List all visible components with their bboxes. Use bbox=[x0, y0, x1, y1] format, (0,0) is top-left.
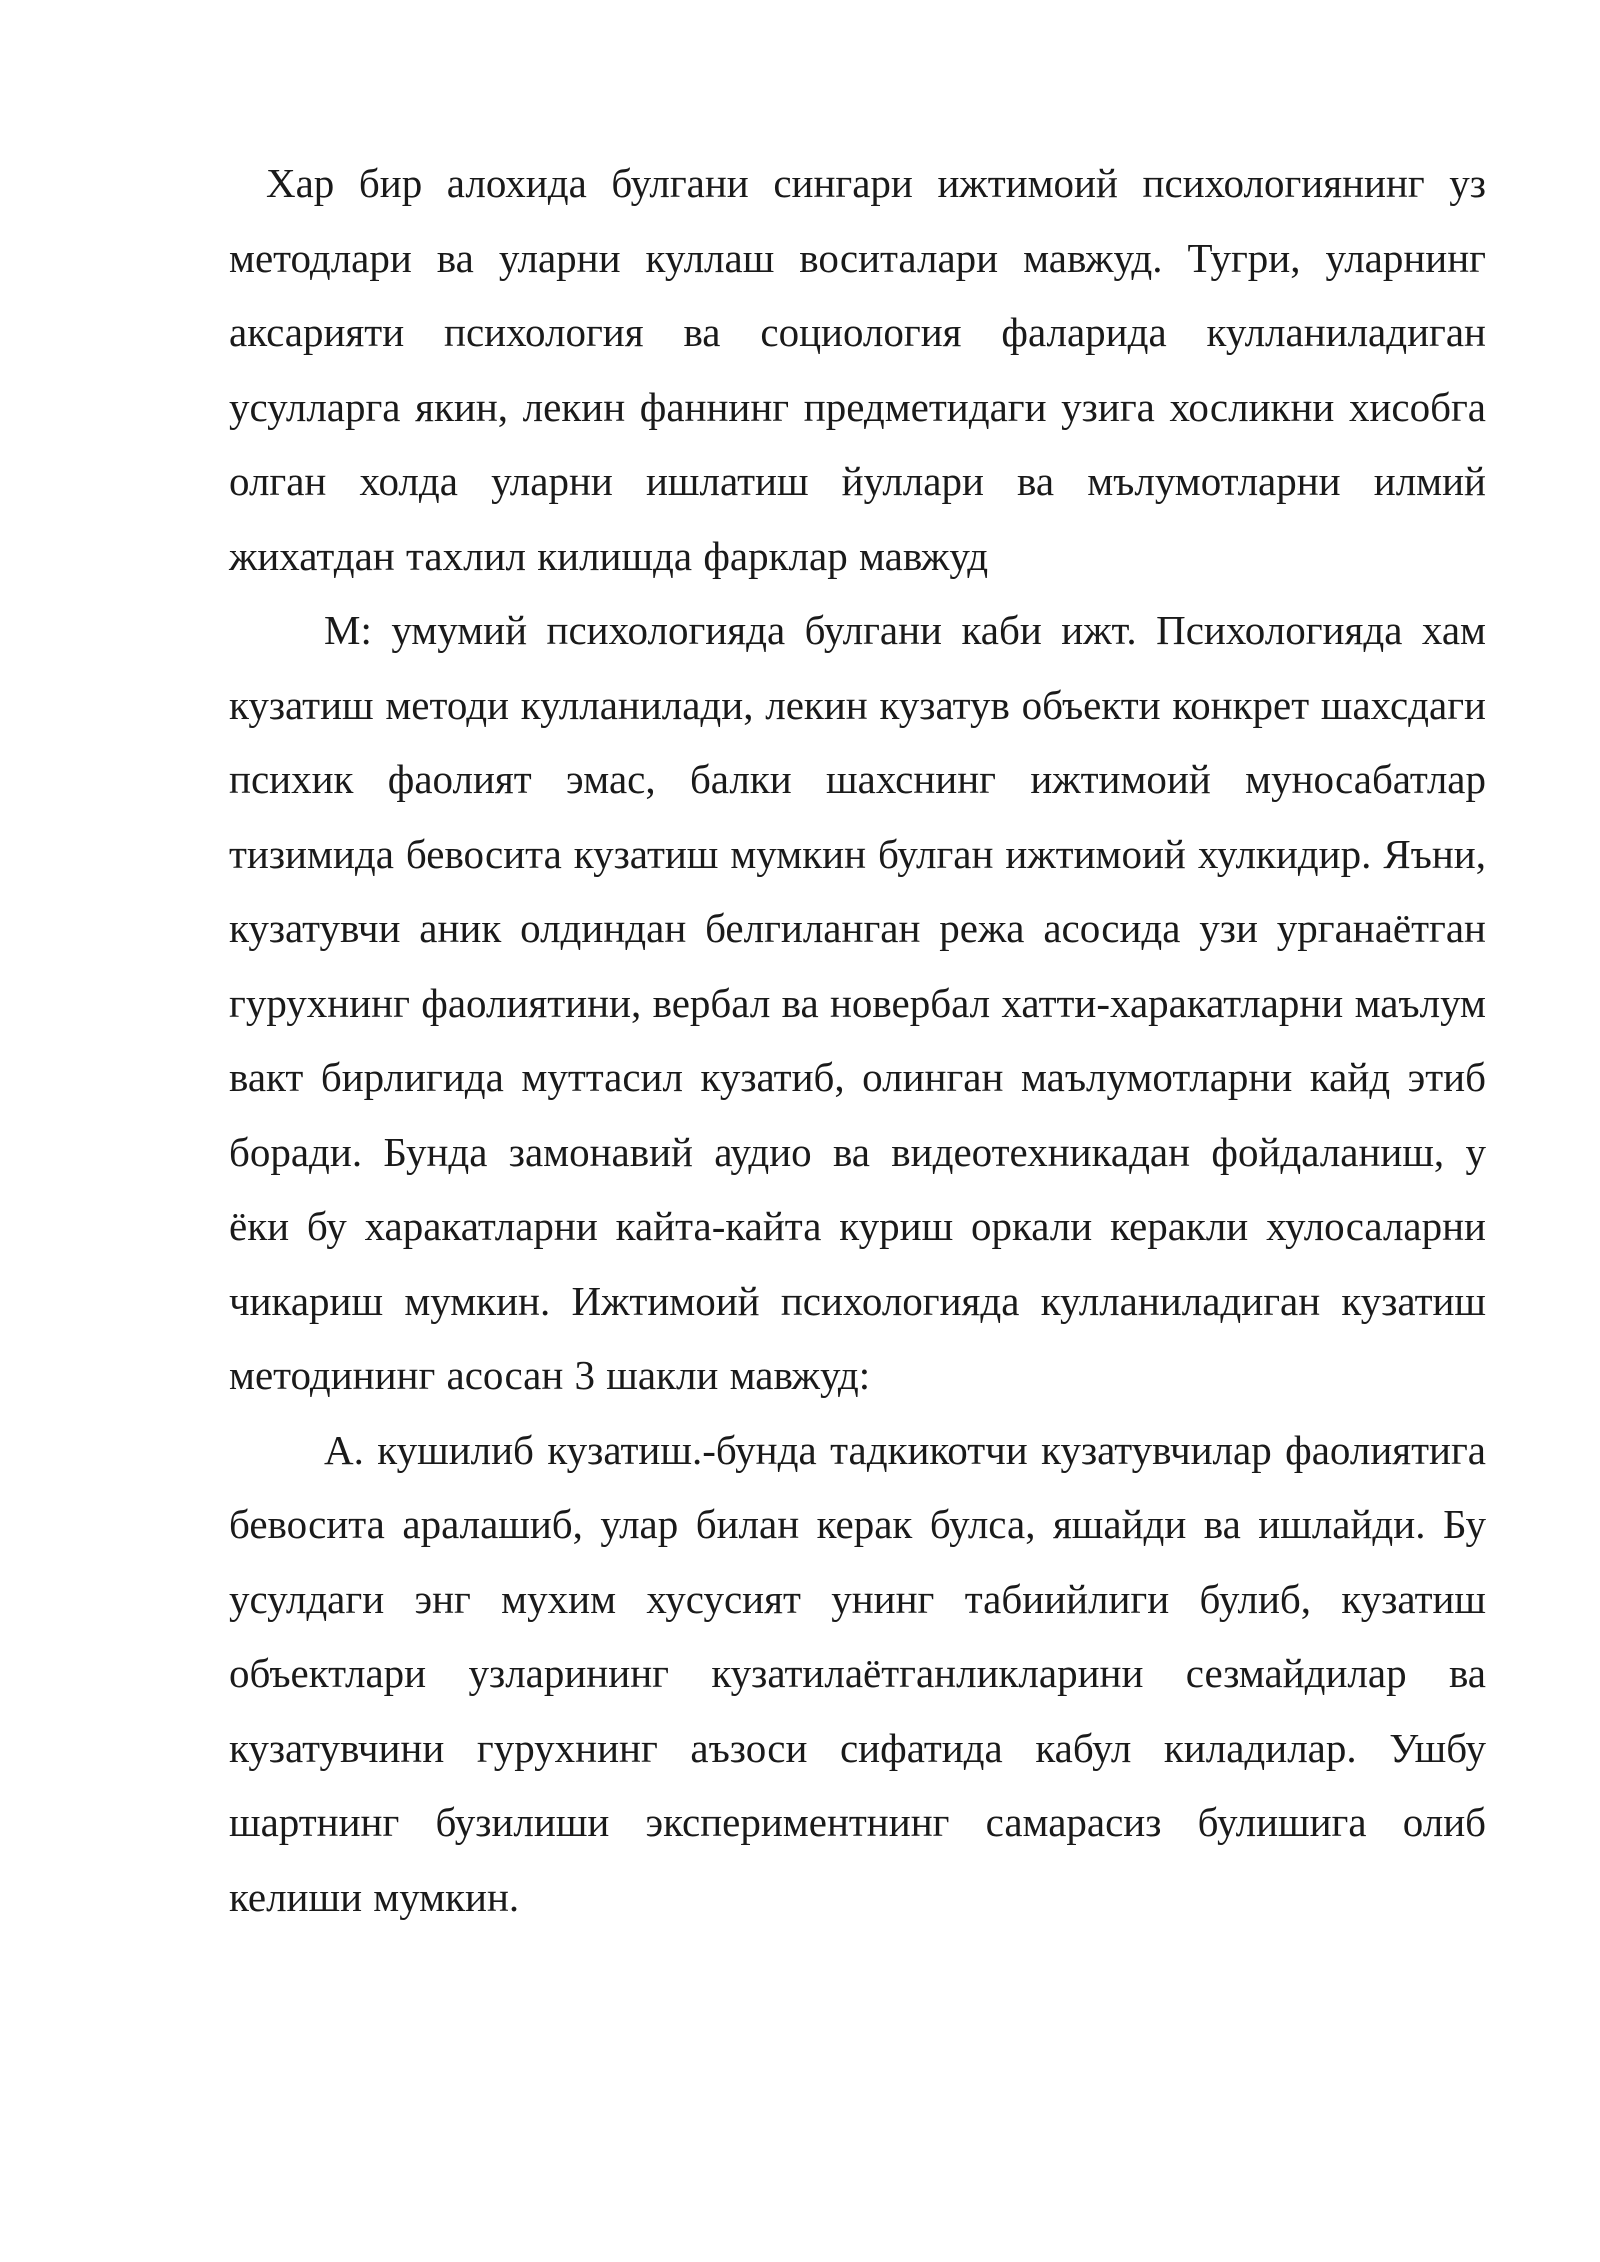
paragraph-1: Хар бир алохида булгани сингари ижтимоий психологиянинг уз методлари ва уларни куллаш воситалари мавжуд. Тугри, уларнинг аксарияти психология ва социология фаларида кулланиладиган усулларга якин, лекин фаннинг предметидаги узига хосликни хисобга олган холда уларни ишлатиш йуллари ва мълумотларни илмий жихатдан тахлил килишда фарклар мавжуд bbox=[229, 160, 1486, 579]
paragraph-2: М: умумий психологияда булгани каби ижт. Психологияда хам кузатиш методи кулланилади, лекин кузатув объекти конкрет шахсдаги психик фаолият эмас, балки шахснинг ижтимоий муносабатлар тизимида бевосита кузатиш мумкин булган ижтимоий хулкидир. Яъни, кузатувчи аник олдиндан белгиланган режа асосида узи урганаётган гурухнинг фаолиятини, вербал ва новербал хатти-харакатларни маълум вакт бирлигида муттасил кузатиб, олинган маълумотларни кайд этиб боради. Бунда замонавий аудио ва видеотехникадан фойдаланиш, у ёки бу харакатларни кайта-кайта куриш оркали керакли хулосаларни чикариш мумкин. Ижтимоий психологияда кулланиладиган кузатиш методининг асосан 3 шакли мавжуд: bbox=[229, 607, 1486, 1398]
document-body bbox=[229, 146, 1486, 1934]
paragraph-3: А. кушилиб кузатиш.-бунда тадкикотчи кузатувчилар фаолиятига бевосита аралашиб, улар билан керак булса, яшайди ва ишлайди. Бу усулдаги энг мухим хусусият унинг табиийлиги булиб, кузатиш объектлари узларининг кузатилаётганликларини сезмайдилар ва кузатувчини гурухнинг аъзоси сифатида кабул киладилар. Ушбу шартнинг бузилиши экспериментнинг самарасиз булишига олиб келиши мумкин. bbox=[229, 1426, 1486, 1920]
